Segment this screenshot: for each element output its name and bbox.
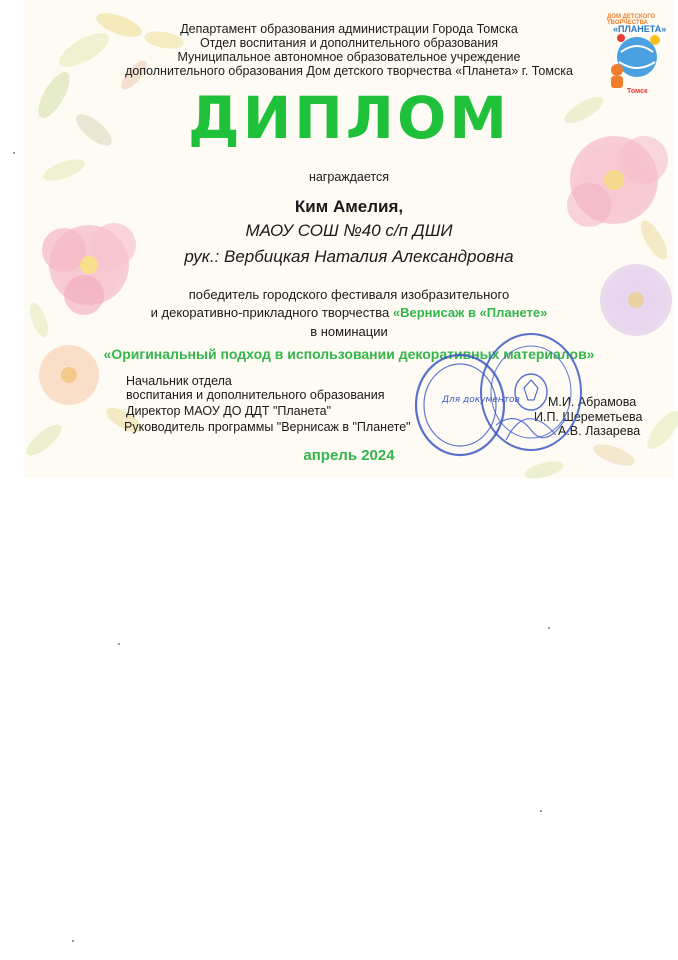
recipient-supervisor: рук.: Вербицкая Наталия Александровна (184, 247, 514, 266)
header-line-3: Муниципальное автономное образовательное учреждение (177, 50, 521, 64)
scan-speck (118, 643, 120, 645)
scan-speck (540, 810, 542, 812)
header-line-4: дополнительного образования Дом детского творчества «Планета» г. Томска (125, 64, 573, 78)
award-line-3: в номинации (310, 324, 388, 339)
signature-title-4: Руководитель программы "Вернисаж в "Планете" (124, 420, 411, 434)
scan-speck (72, 940, 74, 942)
scan-speck (13, 152, 15, 154)
nomination: «Оригинальный подход в использовании декоративных материалов» (103, 346, 595, 362)
header-line-1: Департамент образования администрации Города Томска (180, 22, 518, 36)
award-line-2 (24, 305, 674, 320)
signature-title-3: Директор МАОУ ДО ДДТ "Планета" (126, 404, 332, 418)
diploma-sheet (24, 0, 674, 478)
signature-name-1: М.И. Абрамова (548, 395, 637, 409)
header-line-2: Отдел воспитания и дополнительного образования (199, 36, 499, 50)
awarded-label: награждается (308, 170, 390, 184)
award-line-2-prefix: и декоративно-прикладного творчества (150, 305, 393, 320)
scan-speck (548, 627, 550, 629)
recipient-school: МАОУ СОШ №40 с/п ДШИ (245, 221, 453, 240)
diploma-date: апрель 2024 (303, 447, 395, 464)
signature-name-2: И.П. Шереметьева (534, 410, 643, 424)
signature-name-3: А.В. Лазарева (558, 424, 641, 438)
award-line-1: победитель городского фестиваля изобразительного (188, 287, 510, 302)
logo-arc-text: ДОМ ДЕТСКОГО ТВОРЧЕСТВА (607, 14, 656, 26)
stamp-text: Для документов (442, 395, 520, 405)
signature-title-1: Начальник отдела (126, 374, 232, 388)
recipient-name: Ким Амелия, (294, 197, 404, 216)
festival-name: «Вернисаж в «Планете» (392, 305, 548, 320)
logo-city: Томск (627, 88, 648, 95)
official-seal (476, 330, 586, 460)
logo-name: «ПЛАНЕТА» (613, 24, 667, 34)
diploma-title: ДИПЛОМ (188, 84, 510, 152)
signature-title-2: воспитания и дополнительного образования (126, 388, 385, 402)
